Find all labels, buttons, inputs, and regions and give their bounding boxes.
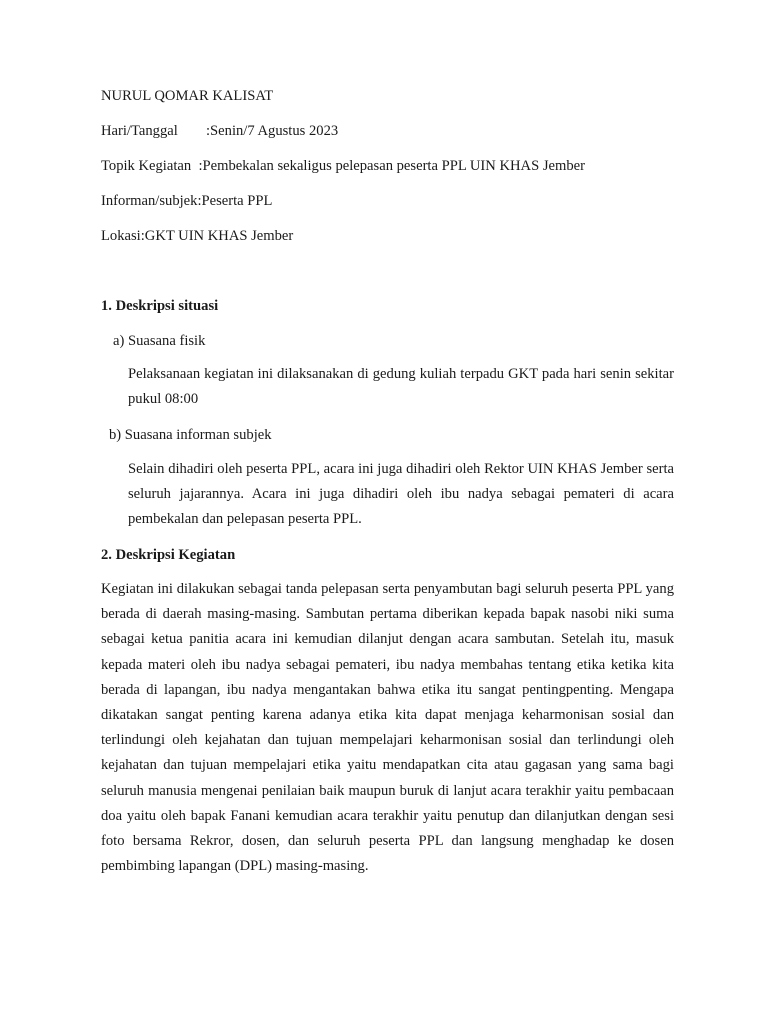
deskripsi-kegiatan-text: Kegiatan ini dilakukan sebagai tanda pelepasan serta penyambutan bagi seluruh peserta PPL yang berada di daerah masing-masing. Sambutan pertama diberikan kepada bapak nasobi niki suma sebagai ketua panitia acara ini kemudian dilanjut dengan acara sambutan. Setelah itu, masuk kepada materi oleh ibu nadya sebagai pemateri, ibu nadya membahas tentang etika ketika kita berada di lapangan, ibu nadya mengantakan bahwa etika itu sangat pentingpenting. Mengapa dikatakan sangat penting karena adanya etika kita dapat menjaga keharmonisan sosial dan terlindungi oleh kejahatan dan tujuan mempelajari keharmonisan sosial dan terlindungi oleh kejahatan dan tujuan mempelajari etika yaitu mendapatkan cita atau gagasan yang sama bagi seluruh manusia mengenai penilaian baik maupun buruk di lanjut acara terakhir yaitu pembacaan doa yaitu oleh bapak Fanani kemudian acara terakhir yaitu penutup dan dilanjutkan dengan sesi foto bersama Rekror, dosen, dan seluruh peserta PPL dan langsung menghadap ke dosen pembimbing lapangan (DPL) masing-masing. <box>101 581 674 875</box>
hari-tanggal-label: Hari/Tanggal <box>101 123 178 139</box>
section2-heading: 2. Deskripsi Kegiatan <box>101 547 236 563</box>
suasana-informan-text: Selain dihadiri oleh peserta PPL, acara ini juga dihadiri oleh Rektor UIN KHAS Jember serta seluruh jajarannya. Acara ini juga dihadiri oleh ibu nadya sebagai pemateri di acara pembekalan dan pelepasan peserta PPL. <box>128 461 674 528</box>
hari-tanggal-value: :Senin/7 Agustus 2023 <box>206 123 339 139</box>
hari-tanggal-row <box>101 122 338 140</box>
suasana-informan-label: b) Suasana informan subjek <box>109 427 272 443</box>
author-name: NURUL QOMAR KALISAT <box>101 88 274 104</box>
informan-line: Informan/subjek:Peserta PPL <box>101 193 273 209</box>
topik-row <box>101 157 585 175</box>
suasana-fisik-label: a) Suasana fisik <box>113 333 206 349</box>
suasana-fisik-text: Pelaksanaan kegiatan ini dilaksanakan di gedung kuliah terpadu GKT pada hari senin sekitar pukul 08:00 <box>128 366 674 408</box>
lokasi-line: Lokasi:GKT UIN KHAS Jember <box>101 228 294 244</box>
topik-label: Topik Kegiatan <box>101 158 192 174</box>
section1-heading: 1. Deskripsi situasi <box>101 298 219 314</box>
topik-value: :Pembekalan sekaligus pelepasan peserta PPL UIN KHAS Jember <box>198 158 585 174</box>
